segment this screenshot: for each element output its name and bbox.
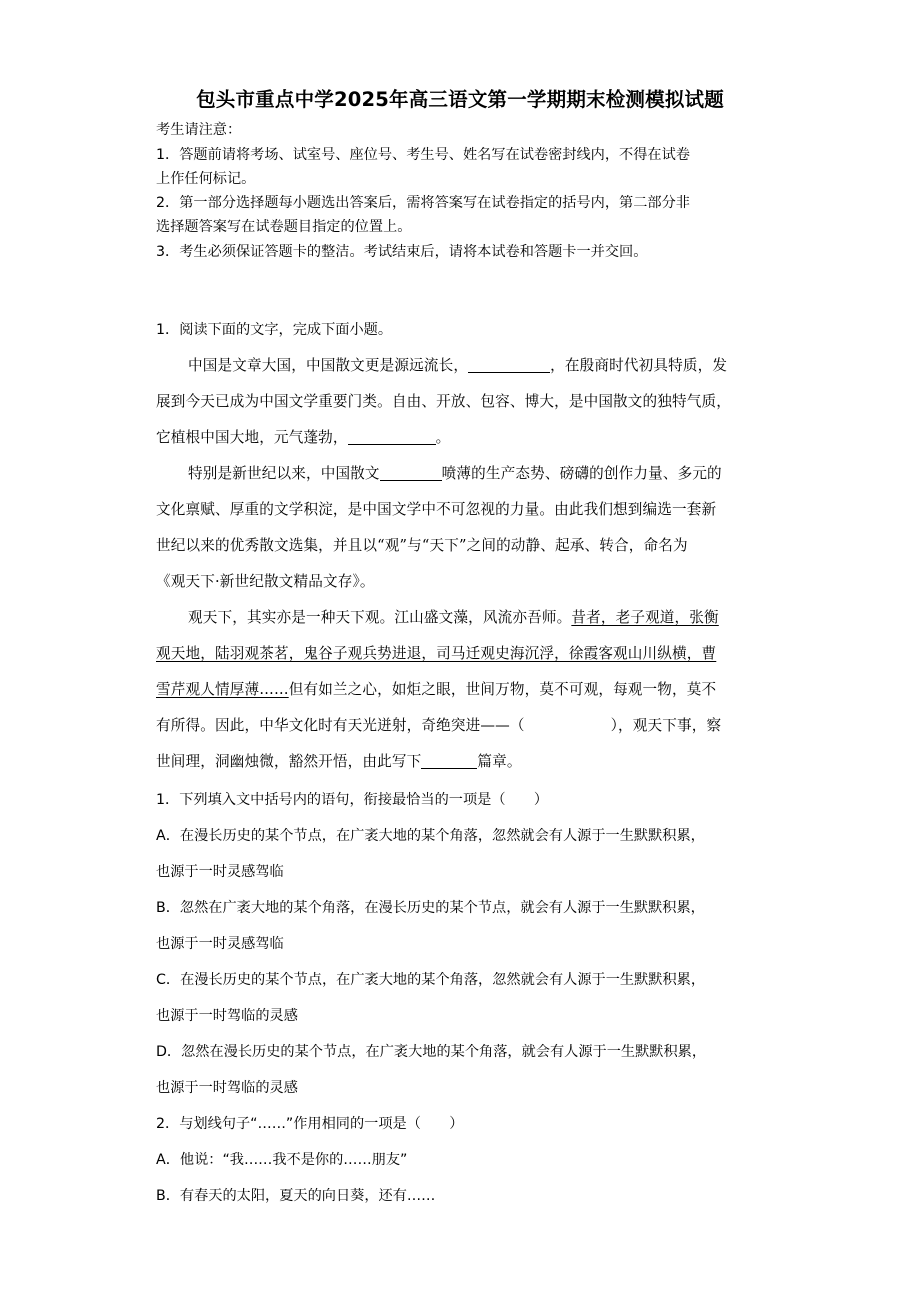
passage-text: 世间理，洞幽烛微，豁然开悟，由此写下 (156, 753, 422, 770)
notice-line: 2．第一部分选择题每小题选出答案后，需将答案写在试卷指定的括号内，第二部分非 (156, 195, 690, 211)
answer-blank (421, 754, 477, 769)
passage-line (188, 464, 776, 484)
passage-text: 但有如兰之心，如炬之眼，世间万物，莫不可观，每观一物，莫不 (288, 681, 717, 698)
passage-text: 篇章。 (477, 753, 522, 770)
passage-line (156, 716, 776, 736)
passage-line: 展到今天已成为中国文学重要门类。自由、开放、包容、博大，是中国散文的独特气质， (156, 393, 732, 410)
option-c-cont: 也源于一时驾临的灵感 (156, 1008, 298, 1024)
passage-text: 喷薄的生产态势、磅礴的创作力量、多元的 (441, 465, 722, 482)
passage-line: 文化禀赋、厚重的文学积淀，是中国文学中不可忽视的力量。由此我们想到编选一套新 (156, 501, 717, 518)
option-a: A．他说：“我……我不是你的……朋友” (156, 1152, 408, 1168)
passage-line (156, 752, 776, 772)
passage-text: 观天下，其实亦是一种天下观。江山盛文藻，风流亦吾师。 (188, 609, 572, 626)
passage-text: 中国是文章大国，中国散文更是源远流长， (188, 357, 469, 374)
question-stem: 1．下列填入文中括号内的语句，衔接最恰当的一项是（ ） (156, 792, 549, 808)
option-b: B．忽然在广袤大地的某个角落，在漫长历史的某个节点，就会有人源于一生默默积累， (156, 900, 705, 916)
option-a: A．在漫长历史的某个节点，在广袤大地的某个角落，忽然就会有人源于一生默默积累， (156, 828, 705, 844)
passage-line: 世纪以来的优秀散文选集，并且以“观”与“天下”之间的动静、起承、转合，命名为 (156, 537, 688, 554)
option-b: B．有春天的太阳，夏天的向日葵，还有…… (156, 1188, 436, 1204)
underlined-sentence: 雪芹观人情厚薄…… (156, 681, 289, 698)
option-d-cont: 也源于一时驾临的灵感 (156, 1080, 298, 1096)
underlined-sentence: 观天地，陆羽观茶茗，鬼谷子观兵势进退，司马迁观史海沉浮，徐霞客观山川纵横，曹 (156, 645, 717, 662)
question-intro: 1．阅读下面的文字，完成下面小题。 (156, 322, 393, 338)
option-c: C．在漫长历史的某个节点，在广袤大地的某个角落，忽然就会有人源于一生默默积累， (156, 972, 706, 988)
passage-text: 有所得。因此，中华文化时有天光迸射，奇绝突进——（ (156, 717, 525, 734)
passage-text: ），观天下事，察 (610, 717, 722, 734)
notice-line: 上作任何标记。 (156, 171, 256, 187)
notice-heading: 考生请注意： (156, 122, 242, 138)
passage-text: 。 (435, 429, 451, 446)
passage-line (188, 356, 776, 376)
question-stem: 2．与划线句子“……”作用相同的一项是（ ） (156, 1116, 464, 1132)
answer-blank (348, 430, 436, 445)
passage-line (156, 680, 776, 700)
answer-blank (468, 358, 550, 373)
passage-line (156, 428, 776, 448)
passage-text: 它植根中国大地，元气蓬勃， (156, 429, 348, 446)
option-a-cont: 也源于一时灵感驾临 (156, 864, 284, 880)
passage-line (188, 608, 776, 628)
page-title: 包头市重点中学2025年高三语文第一学期期末检测模拟试题 (196, 88, 724, 111)
notice-line: 3．考生必须保证答题卡的整洁。考试结束后，请将本试卷和答题卡一并交回。 (156, 244, 648, 260)
underlined-sentence: 昔者，老子观道，张衡 (571, 609, 719, 626)
option-b-cont: 也源于一时灵感驾临 (156, 936, 284, 952)
passage-text: 特别是新世纪以来，中国散文 (188, 465, 380, 482)
option-d: D．忽然在漫长历史的某个节点，在广袤大地的某个角落，就会有人源于一生默默积累， (156, 1044, 707, 1060)
passage-line: 《观天下·新世纪散文精品文存》。 (156, 573, 375, 590)
notice-line: 选择题答案写在试卷题目指定的位置上。 (156, 219, 412, 235)
passage-text: ，在殷商时代初具特质，发 (550, 357, 728, 374)
answer-blank (380, 466, 442, 481)
notice-line: 1．答题前请将考场、试室号、座位号、考生号、姓名写在试卷密封线内，不得在试卷 (156, 147, 690, 163)
